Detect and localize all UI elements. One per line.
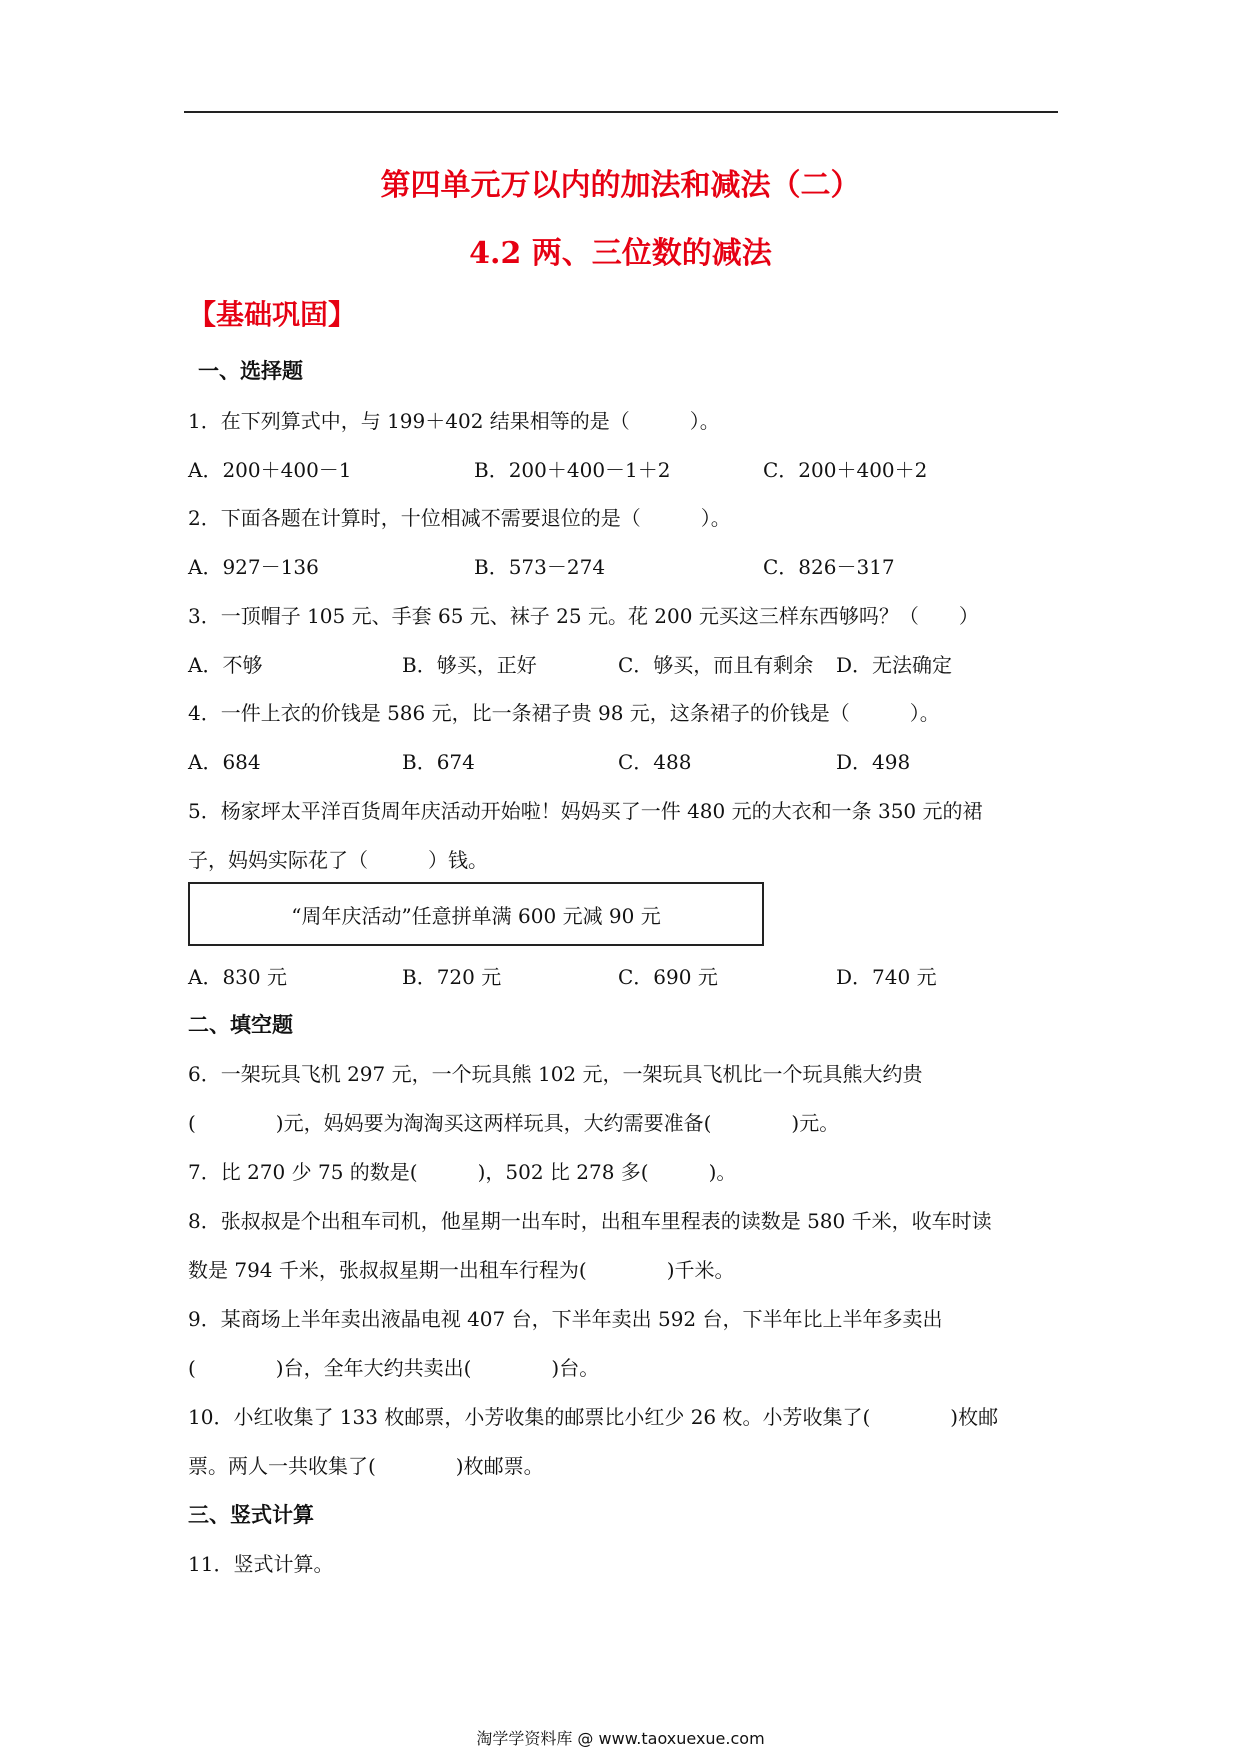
heading-vertical: 三、竖式计算 — [188, 1502, 314, 1527]
question-6-line-1: 6．一架玩具飞机 297 元，一个玩具熊 102 元，一架玩具飞机比一个玩具熊大约贵 — [188, 1062, 923, 1086]
section-tag: 【基础巩固】 — [188, 298, 357, 331]
document-subtitle: 4.2 两、三位数的减法 — [469, 236, 772, 271]
q2-option-c: C．826－317 — [763, 555, 895, 579]
q5-option-a: A．830 元 — [188, 965, 287, 989]
q4-option-c: C．488 — [618, 750, 692, 774]
q3-option-a: A．不够 — [188, 653, 263, 677]
q3-option-b: B．够买，正好 — [402, 653, 537, 677]
q5-option-b: B．720 元 — [402, 965, 502, 989]
q2-option-b: B．573－274 — [474, 555, 606, 579]
question-11: 11．竖式计算。 — [188, 1552, 334, 1576]
question-3: 3．一顶帽子 105 元、手套 65 元、袜子 25 元。花 200 元买这三样东西够吗？（ ） — [188, 604, 979, 628]
question-8-line-2: 数是 794 千米，张叔叔星期一出租车行程为( )千米。 — [188, 1258, 735, 1282]
question-6-line-2: ( )元，妈妈要为淘淘买这两样玩具，大约需要准备( )元。 — [188, 1111, 840, 1135]
footer-watermark: 淘学学资料库 @ www.taoxuexue.com — [476, 1729, 765, 1748]
question-10-line-2: 票。两人一共收集了( )枚邮票。 — [188, 1454, 544, 1478]
question-5-line-1: 5．杨家坪太平洋百货周年庆活动开始啦！妈妈买了一件 480 元的大衣和一条 350 元的裙 — [188, 799, 983, 823]
question-4: 4．一件上衣的价钱是 586 元，比一条裙子贵 98 元，这条裙子的价钱是（ ）。 — [188, 701, 940, 725]
question-5-line-2: 子，妈妈实际花了（ ）钱。 — [188, 848, 488, 872]
q4-option-d: D．498 — [836, 750, 911, 774]
question-8-line-1: 8．张叔叔是个出租车司机，他星期一出车时，出租车里程表的读数是 580 千米，收车时读 — [188, 1209, 992, 1233]
question-9-line-2: ( )台，全年大约共卖出( )台。 — [188, 1356, 600, 1380]
q5-option-d: D．740 元 — [836, 965, 937, 989]
q3-option-c: C．够买，而且有剩余 — [618, 653, 814, 677]
question-9-line-1: 9．某商场上半年卖出液晶电视 407 台，下半年卖出 592 台，下半年比上半年多卖出 — [188, 1307, 943, 1331]
q2-option-a: A．927－136 — [188, 555, 319, 579]
q5-option-c: C．690 元 — [618, 965, 718, 989]
q4-option-b: B．674 — [402, 750, 475, 774]
promo-box — [188, 882, 764, 946]
header-rule — [184, 111, 1058, 113]
question-10-line-1: 10．小红收集了 133 枚邮票，小芳收集的邮票比小红少 26 枚。小芳收集了( )枚邮 — [188, 1405, 999, 1429]
q1-option-c: C．200＋400＋2 — [763, 458, 928, 482]
heading-fill: 二、填空题 — [188, 1012, 293, 1037]
question-7: 7．比 270 少 75 的数是( )，502 比 278 多( )。 — [188, 1160, 737, 1184]
q1-option-a: A．200＋400－1 — [188, 458, 352, 482]
promo-text: “周年庆活动”任意拼单满 600 元减 90 元 — [291, 903, 661, 928]
q4-option-a: A．684 — [188, 750, 261, 774]
q3-option-d: D．无法确定 — [836, 653, 953, 677]
document-title: 第四单元万以内的加法和减法（二） — [380, 168, 861, 203]
q1-option-b: B．200＋400－1＋2 — [474, 458, 671, 482]
question-1: 1．在下列算式中，与 199＋402 结果相等的是（ ）。 — [188, 409, 720, 433]
question-2: 2．下面各题在计算时，十位相减不需要退位的是（ ）。 — [188, 506, 731, 530]
heading-choice: 一、选择题 — [198, 358, 303, 383]
